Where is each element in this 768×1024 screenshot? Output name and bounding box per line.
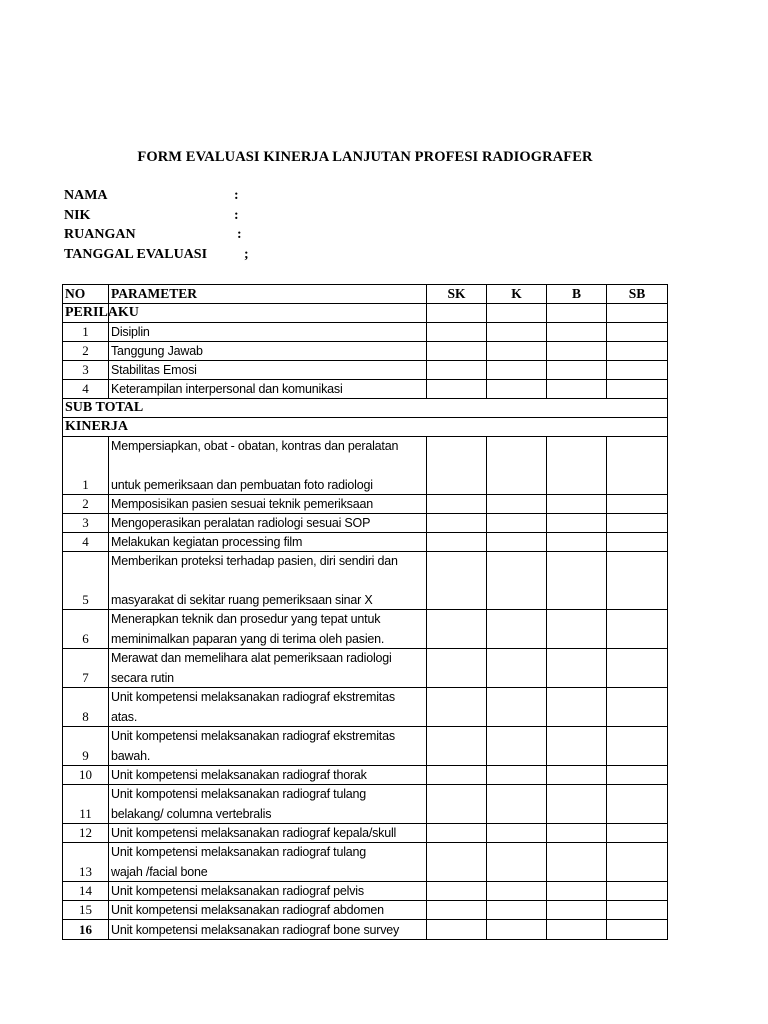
header-parameter: PARAMETER <box>109 285 427 304</box>
row-parameter-line2: secara rutin <box>111 671 174 685</box>
score-cell[interactable] <box>487 437 547 495</box>
score-cell[interactable] <box>487 920 547 940</box>
score-cell[interactable] <box>427 514 487 533</box>
row-parameter: Unit kompetensi melaksanakan radiograf bone survey <box>109 920 427 940</box>
row-parameter <box>109 610 427 649</box>
score-cell[interactable] <box>547 514 607 533</box>
score-cell[interactable] <box>607 533 668 552</box>
score-cell[interactable] <box>547 380 607 399</box>
score-cell[interactable] <box>487 323 547 342</box>
field-nama-label: NAMA <box>64 188 108 203</box>
score-cell[interactable] <box>607 361 668 380</box>
score-cell[interactable] <box>487 514 547 533</box>
section-perilaku-param <box>109 304 427 323</box>
field-tanggal-evaluasi-colon: ; <box>244 247 249 262</box>
row-number: 12 <box>63 824 109 843</box>
row-number: 2 <box>63 495 109 514</box>
score-cell[interactable] <box>487 649 547 688</box>
score-cell[interactable] <box>607 323 668 342</box>
section-perilaku-label <box>63 304 139 323</box>
section-perilaku-text: PERILAKU <box>65 305 139 320</box>
table-row <box>63 361 668 380</box>
row-number: 8 <box>63 688 109 727</box>
score-cell[interactable] <box>427 361 487 380</box>
score-cell[interactable] <box>607 342 668 361</box>
table-row <box>63 688 668 727</box>
row-number: 1 <box>63 323 109 342</box>
score-cell[interactable] <box>607 727 668 766</box>
row-parameter-line2: meminimalkan paparan yang di terima oleh pasien. <box>111 632 385 646</box>
score-cell[interactable] <box>427 323 487 342</box>
table-row <box>63 843 668 882</box>
score-cell[interactable] <box>607 437 668 495</box>
row-parameter: Unit kompetensi melaksanakan radiograf abdomen <box>109 901 427 920</box>
row-number: 14 <box>63 882 109 901</box>
table-row <box>63 882 668 901</box>
score-cell[interactable] <box>487 882 547 901</box>
row-parameter-line2: bawah. <box>111 749 151 763</box>
row-number: 15 <box>63 901 109 920</box>
row-parameter <box>109 843 427 882</box>
row-parameter: Mengoperasikan peralatan radiologi sesuai SOP <box>109 514 427 533</box>
row-parameter-line1: Unit kompotensi melaksanakan radiograf tulang <box>111 787 367 801</box>
score-cell[interactable] <box>547 361 607 380</box>
row-parameter-line2: wajah /facial bone <box>111 865 208 879</box>
score-cell[interactable] <box>487 304 547 323</box>
table-row <box>63 495 668 514</box>
score-cell[interactable] <box>427 843 487 882</box>
row-parameter: Keterampilan interpersonal dan komunikasi <box>109 380 427 399</box>
score-cell[interactable] <box>547 304 607 323</box>
score-cell[interactable] <box>487 901 547 920</box>
score-cell[interactable] <box>607 901 668 920</box>
section-kinerja-label: KINERJA <box>63 418 668 437</box>
row-number: 2 <box>63 342 109 361</box>
score-cell[interactable] <box>607 552 668 610</box>
table-row <box>63 437 668 495</box>
score-cell[interactable] <box>487 688 547 727</box>
score-cell[interactable] <box>547 920 607 940</box>
row-parameter-line2: belakang/ columna vertebralis <box>111 807 272 821</box>
field-ruangan-label: RUANGAN <box>64 227 136 242</box>
row-parameter-line1: Merawat dan memelihara alat pemeriksaan radiologi <box>111 651 392 665</box>
section-row-kinerja <box>63 418 668 437</box>
score-cell[interactable] <box>607 688 668 727</box>
score-cell[interactable] <box>427 304 487 323</box>
form-title: FORM EVALUASI KINERJA LANJUTAN PROFESI RADIOGRAFER <box>137 149 593 165</box>
score-cell[interactable] <box>487 727 547 766</box>
score-cell[interactable] <box>487 495 547 514</box>
score-cell[interactable] <box>427 785 487 824</box>
score-cell[interactable] <box>487 533 547 552</box>
score-cell[interactable] <box>427 766 487 785</box>
table-row <box>63 610 668 649</box>
score-cell[interactable] <box>547 688 607 727</box>
score-cell[interactable] <box>547 785 607 824</box>
row-number: 11 <box>63 785 109 824</box>
score-cell[interactable] <box>427 649 487 688</box>
score-cell[interactable] <box>547 882 607 901</box>
score-cell[interactable] <box>607 824 668 843</box>
row-number: 10 <box>63 766 109 785</box>
row-parameter: Melakukan kegiatan processing film <box>109 533 427 552</box>
row-parameter-line2: atas. <box>111 710 138 724</box>
row-parameter <box>109 785 427 824</box>
table-row <box>63 649 668 688</box>
row-parameter: Unit kompetensi melaksanakan radiograf pelvis <box>109 882 427 901</box>
subtotal-label: SUB TOTAL <box>63 399 668 418</box>
evaluation-table <box>62 284 668 940</box>
header-b: B <box>547 285 607 304</box>
score-cell[interactable] <box>607 843 668 882</box>
row-parameter-line1: Unit kompetensi melaksanakan radiograf ekstremitas <box>111 690 395 704</box>
score-cell[interactable] <box>427 380 487 399</box>
score-cell[interactable] <box>427 901 487 920</box>
score-cell[interactable] <box>607 304 668 323</box>
score-cell[interactable] <box>487 361 547 380</box>
table-row <box>63 901 668 920</box>
header-sk: SK <box>427 285 487 304</box>
score-cell[interactable] <box>607 920 668 940</box>
score-cell[interactable] <box>427 824 487 843</box>
score-cell[interactable] <box>607 766 668 785</box>
row-number: 3 <box>63 514 109 533</box>
score-cell[interactable] <box>427 882 487 901</box>
row-number: 6 <box>63 610 109 649</box>
header-row <box>63 285 668 304</box>
score-cell[interactable] <box>607 380 668 399</box>
score-cell[interactable] <box>427 610 487 649</box>
score-cell[interactable] <box>427 342 487 361</box>
row-parameter: Memposisikan pasien sesuai teknik pemeriksaan <box>109 495 427 514</box>
table-row <box>63 380 668 399</box>
score-cell[interactable] <box>427 495 487 514</box>
score-cell[interactable] <box>487 380 547 399</box>
field-nik-colon: : <box>234 208 239 223</box>
score-cell[interactable] <box>607 514 668 533</box>
row-number: 3 <box>63 361 109 380</box>
score-cell[interactable] <box>607 649 668 688</box>
score-cell[interactable] <box>547 610 607 649</box>
field-tanggal-evaluasi-label: TANGGAL EVALUASI <box>64 247 208 262</box>
score-cell[interactable] <box>427 920 487 940</box>
score-cell[interactable] <box>487 342 547 361</box>
header-sb: SB <box>607 285 668 304</box>
score-cell[interactable] <box>487 766 547 785</box>
score-cell[interactable] <box>427 437 487 495</box>
header-k: K <box>487 285 547 304</box>
score-cell[interactable] <box>547 766 607 785</box>
table-row <box>63 342 668 361</box>
row-parameter <box>109 688 427 727</box>
row-parameter-line2: masyarakat di sekitar ruang pemeriksaan sinar X <box>111 593 373 607</box>
score-cell[interactable] <box>487 843 547 882</box>
row-number: 13 <box>63 843 109 882</box>
score-cell[interactable] <box>607 495 668 514</box>
score-cell[interactable] <box>547 533 607 552</box>
row-number: 5 <box>63 552 109 610</box>
row-parameter <box>109 727 427 766</box>
row-parameter-line1: Menerapkan teknik dan prosedur yang tepat untuk <box>111 612 381 626</box>
row-parameter: Disiplin <box>109 323 427 342</box>
score-cell[interactable] <box>547 843 607 882</box>
score-cell[interactable] <box>487 552 547 610</box>
header-no: NO <box>63 285 109 304</box>
row-parameter-line1: Unit kompetensi melaksanakan radiograf tulang <box>111 845 367 859</box>
table-row <box>63 323 668 342</box>
row-parameter: Unit kompetensi melaksanakan radiograf thorak <box>109 766 427 785</box>
score-cell[interactable] <box>547 323 607 342</box>
score-cell[interactable] <box>487 610 547 649</box>
table-row <box>63 552 668 610</box>
row-number: 1 <box>63 437 109 495</box>
score-cell[interactable] <box>607 882 668 901</box>
score-cell[interactable] <box>547 901 607 920</box>
table-row <box>63 533 668 552</box>
field-nik-label: NIK <box>64 208 91 223</box>
table-row <box>63 824 668 843</box>
score-cell[interactable] <box>427 688 487 727</box>
subtotal-row <box>63 399 668 418</box>
score-cell[interactable] <box>547 727 607 766</box>
score-cell[interactable] <box>427 727 487 766</box>
row-number: 4 <box>63 533 109 552</box>
row-parameter <box>109 649 427 688</box>
row-number: 16 <box>63 920 109 940</box>
row-parameter <box>109 437 427 495</box>
score-cell[interactable] <box>427 533 487 552</box>
score-cell[interactable] <box>547 552 607 610</box>
score-cell[interactable] <box>547 495 607 514</box>
score-cell[interactable] <box>547 824 607 843</box>
row-parameter: Stabilitas Emosi <box>109 361 427 380</box>
score-cell[interactable] <box>607 785 668 824</box>
row-parameter-line1: Mempersiapkan, obat - obatan, kontras dan peralatan <box>111 439 399 453</box>
row-parameter: Unit kompetensi melaksanakan radiograf kepala/skull <box>109 824 427 843</box>
score-cell[interactable] <box>547 342 607 361</box>
score-cell[interactable] <box>427 552 487 610</box>
score-cell[interactable] <box>487 785 547 824</box>
row-parameter-line1: Memberikan proteksi terhadap pasien, diri sendiri dan <box>111 554 398 568</box>
table-row <box>63 727 668 766</box>
row-parameter-line2: untuk pemeriksaan dan pembuatan foto radiologi <box>111 478 373 492</box>
score-cell[interactable] <box>547 437 607 495</box>
row-number: 7 <box>63 649 109 688</box>
table-row <box>63 920 668 940</box>
row-parameter <box>109 552 427 610</box>
row-parameter: Tanggung Jawab <box>109 342 427 361</box>
score-cell[interactable] <box>607 610 668 649</box>
row-parameter-line1: Unit kompetensi melaksanakan radiograf ekstremitas <box>111 729 395 743</box>
score-cell[interactable] <box>547 649 607 688</box>
table-row <box>63 514 668 533</box>
field-ruangan-colon: : <box>237 227 242 242</box>
table-row <box>63 766 668 785</box>
table-row <box>63 785 668 824</box>
score-cell[interactable] <box>487 824 547 843</box>
section-row-perilaku <box>63 304 668 323</box>
row-number: 9 <box>63 727 109 766</box>
field-nama-colon: : <box>234 188 239 203</box>
row-number: 4 <box>63 380 109 399</box>
